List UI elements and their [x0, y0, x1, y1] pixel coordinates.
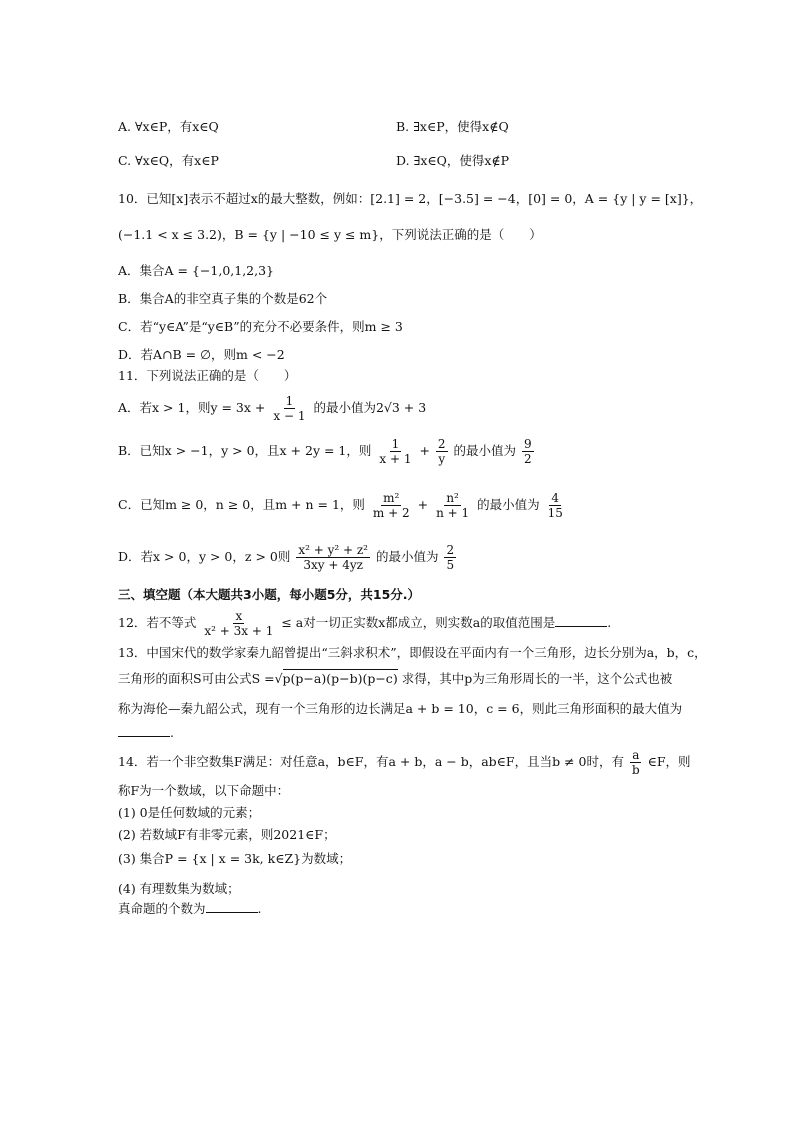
q14-line1-pre: 14．若一个非空数集F满足：对任意a，b∈F，有a + b，a − b，ab∈F，且当b ≠ 0时，有	[118, 754, 624, 769]
fraction-numerator: x² + y² + z²	[298, 543, 368, 557]
q11-option-c-fraction-2	[434, 491, 471, 520]
q13-line4	[118, 724, 174, 742]
fraction-numerator: m²	[383, 491, 400, 505]
answer-blank[interactable]	[206, 900, 258, 913]
fraction-denominator: 3xy + 4yz	[303, 558, 363, 572]
q11-option-b-fraction-2	[436, 437, 448, 466]
sqrt-sign: √	[274, 671, 283, 686]
q13-end: .	[170, 725, 174, 740]
q9-option-c-text: ∀x∈Q，有x∈P	[135, 153, 219, 168]
fraction-denominator: b	[631, 763, 640, 777]
q9-option-a-label: A.	[118, 119, 132, 134]
q10-line2: (−1.1 < x ≤ 3.2)，B = {y | −10 ≤ y ≤ m}，下列说法正确的是（ ）	[118, 227, 542, 242]
q12-fraction	[202, 609, 275, 638]
plus-sign: +	[419, 443, 430, 458]
q9-option-a	[118, 118, 219, 136]
q14-line2: 称F为一个数域，以下命题中：	[118, 783, 290, 798]
q10-option-d: D．若A∩B = ∅，则m < −2	[118, 347, 285, 362]
q9-option-d-label: D.	[396, 153, 410, 168]
q14-end: .	[257, 901, 262, 916]
q10-option-c: C．若“y∈A”是“y∈B”的充分不必要条件，则m ≥ 3	[118, 319, 403, 334]
q10-line1: 10．已知[x]表示不超过x的最大整数，例如：[2.1] = 2，[−3.5] = −4，[0] = 0，A = {y | y = [x]}，	[118, 191, 703, 206]
q13-line1: 13．中国宋代的数学家秦九韶曾提出“三斜求积术”，即假设在平面内有一个三角形，边长分别为a，b，c，	[118, 645, 707, 660]
q11-option-b-pre: B．已知x > −1，y > 0，且x + 2y = 1，则	[118, 443, 372, 458]
q11-option-b-fraction-1	[377, 437, 413, 466]
q14-answer-line	[118, 900, 262, 918]
q9-option-d-text: ∃x∈Q，使得x∉P	[413, 153, 510, 168]
q12-end: .	[607, 615, 612, 630]
q11-option-d-answer	[444, 543, 456, 572]
q9-option-b-text: ∃x∈P，使得x∉Q	[413, 119, 509, 134]
fraction-denominator: 2	[524, 452, 532, 466]
answer-blank[interactable]	[118, 724, 170, 737]
q9-option-d	[396, 152, 509, 170]
q12	[118, 606, 611, 640]
q11-option-c-fraction-1	[371, 491, 412, 520]
q11-option-c	[118, 488, 567, 522]
q10-option-b: B．集合A的非空真子集的个数是62个	[118, 291, 328, 306]
q14-line1	[118, 746, 691, 778]
q11-option-a-post: 的最小值为2√3 + 3	[313, 400, 427, 415]
fraction-denominator: x − 1	[273, 409, 306, 423]
q11-option-d-mid: 的最小值为	[375, 549, 439, 564]
q14-fraction	[630, 748, 642, 777]
q11-option-c-pre: C．已知m ≥ 0，n ≥ 0，且m + n = 1，则	[118, 497, 365, 512]
q11-option-d-fraction	[296, 543, 370, 572]
section-heading: 三、填空题（本大题共3小题，每小题5分，共15分.）	[118, 587, 421, 602]
fraction-denominator: 5	[446, 558, 455, 572]
q12-post: ≤ a对一切正实数x都成立，则实数a的取值范围是	[281, 615, 556, 630]
q14-item-1: (1) 0是任何数域的元素；	[118, 805, 261, 820]
q11-option-b	[118, 434, 536, 468]
fraction-numerator: a	[632, 748, 640, 762]
q14-item-4: (4) 有理数集为数域；	[118, 881, 240, 896]
fraction-numerator: x	[235, 609, 243, 623]
q14-line1-post: ∈F，则	[647, 754, 691, 769]
q9-option-c	[118, 152, 219, 170]
fraction-numerator: 2	[446, 543, 455, 557]
fraction-denominator: n + 1	[436, 506, 470, 520]
q11-stem: 11．下列说法正确的是（ ）	[118, 368, 297, 383]
q11-option-d-pre: D．若x > 0，y > 0，z > 0则	[118, 549, 291, 564]
q11-option-a-fraction	[271, 394, 307, 423]
fraction-denominator: y	[438, 452, 446, 466]
q11-option-d	[118, 540, 458, 574]
q9-option-b	[396, 118, 509, 136]
q10-option-a: A．集合A = {−1,0,1,2,3}	[118, 263, 275, 278]
q13-line2	[118, 670, 672, 688]
fraction-numerator: 2	[437, 437, 446, 451]
q9-option-a-text: ∀x∈P，有x∈Q	[135, 119, 219, 134]
fraction-denominator: m + 2	[372, 506, 410, 520]
q11-option-c-answer	[546, 491, 565, 520]
q13-line3: 称为海伦—秦九韶公式，现有一个三角形的边长满足a + b = 10，c = 6，则此三角形面积的最大值为	[118, 701, 683, 716]
q13-line2-pre: 三角形的面积S可由公式S =	[118, 671, 275, 686]
answer-blank[interactable]	[555, 614, 607, 627]
fraction-denominator: 15	[547, 506, 563, 520]
q11-option-a-pre: A．若x > 1，则y = 3x +	[118, 400, 266, 415]
fraction-numerator: 4	[551, 491, 560, 505]
q11-option-a	[118, 392, 426, 424]
fraction-denominator: x + 1	[379, 452, 412, 466]
q11-option-c-mid: 的最小值为	[477, 497, 540, 512]
q9-option-b-label: B.	[396, 119, 410, 134]
q11-option-b-answer	[522, 437, 534, 466]
q13-sqrt-radicand: p(p−a)(p−b)(p−c)	[282, 671, 398, 686]
fraction-numerator: 1	[391, 437, 400, 451]
q9-option-c-label: C.	[118, 153, 132, 168]
q14-answer-pre: 真命题的个数为	[118, 901, 206, 916]
q14-item-3: (3) 集合P = {x | x = 3k, k∈Z}为数域；	[118, 851, 352, 866]
fraction-numerator: 1	[285, 394, 294, 408]
q11-option-b-mid: 的最小值为	[453, 443, 517, 458]
q14-item-2: (2) 若数域F有非零元素，则2021∈F；	[118, 827, 336, 842]
q12-pre: 12．若不等式	[118, 615, 197, 630]
fraction-denominator: x² + 3x + 1	[204, 624, 274, 638]
fraction-numerator: n²	[446, 491, 459, 505]
plus-sign: +	[417, 497, 429, 512]
q13-line2-post: 求得，其中p为三角形周长的一半，这个公式也被	[401, 671, 673, 686]
fraction-numerator: 9	[524, 437, 532, 451]
